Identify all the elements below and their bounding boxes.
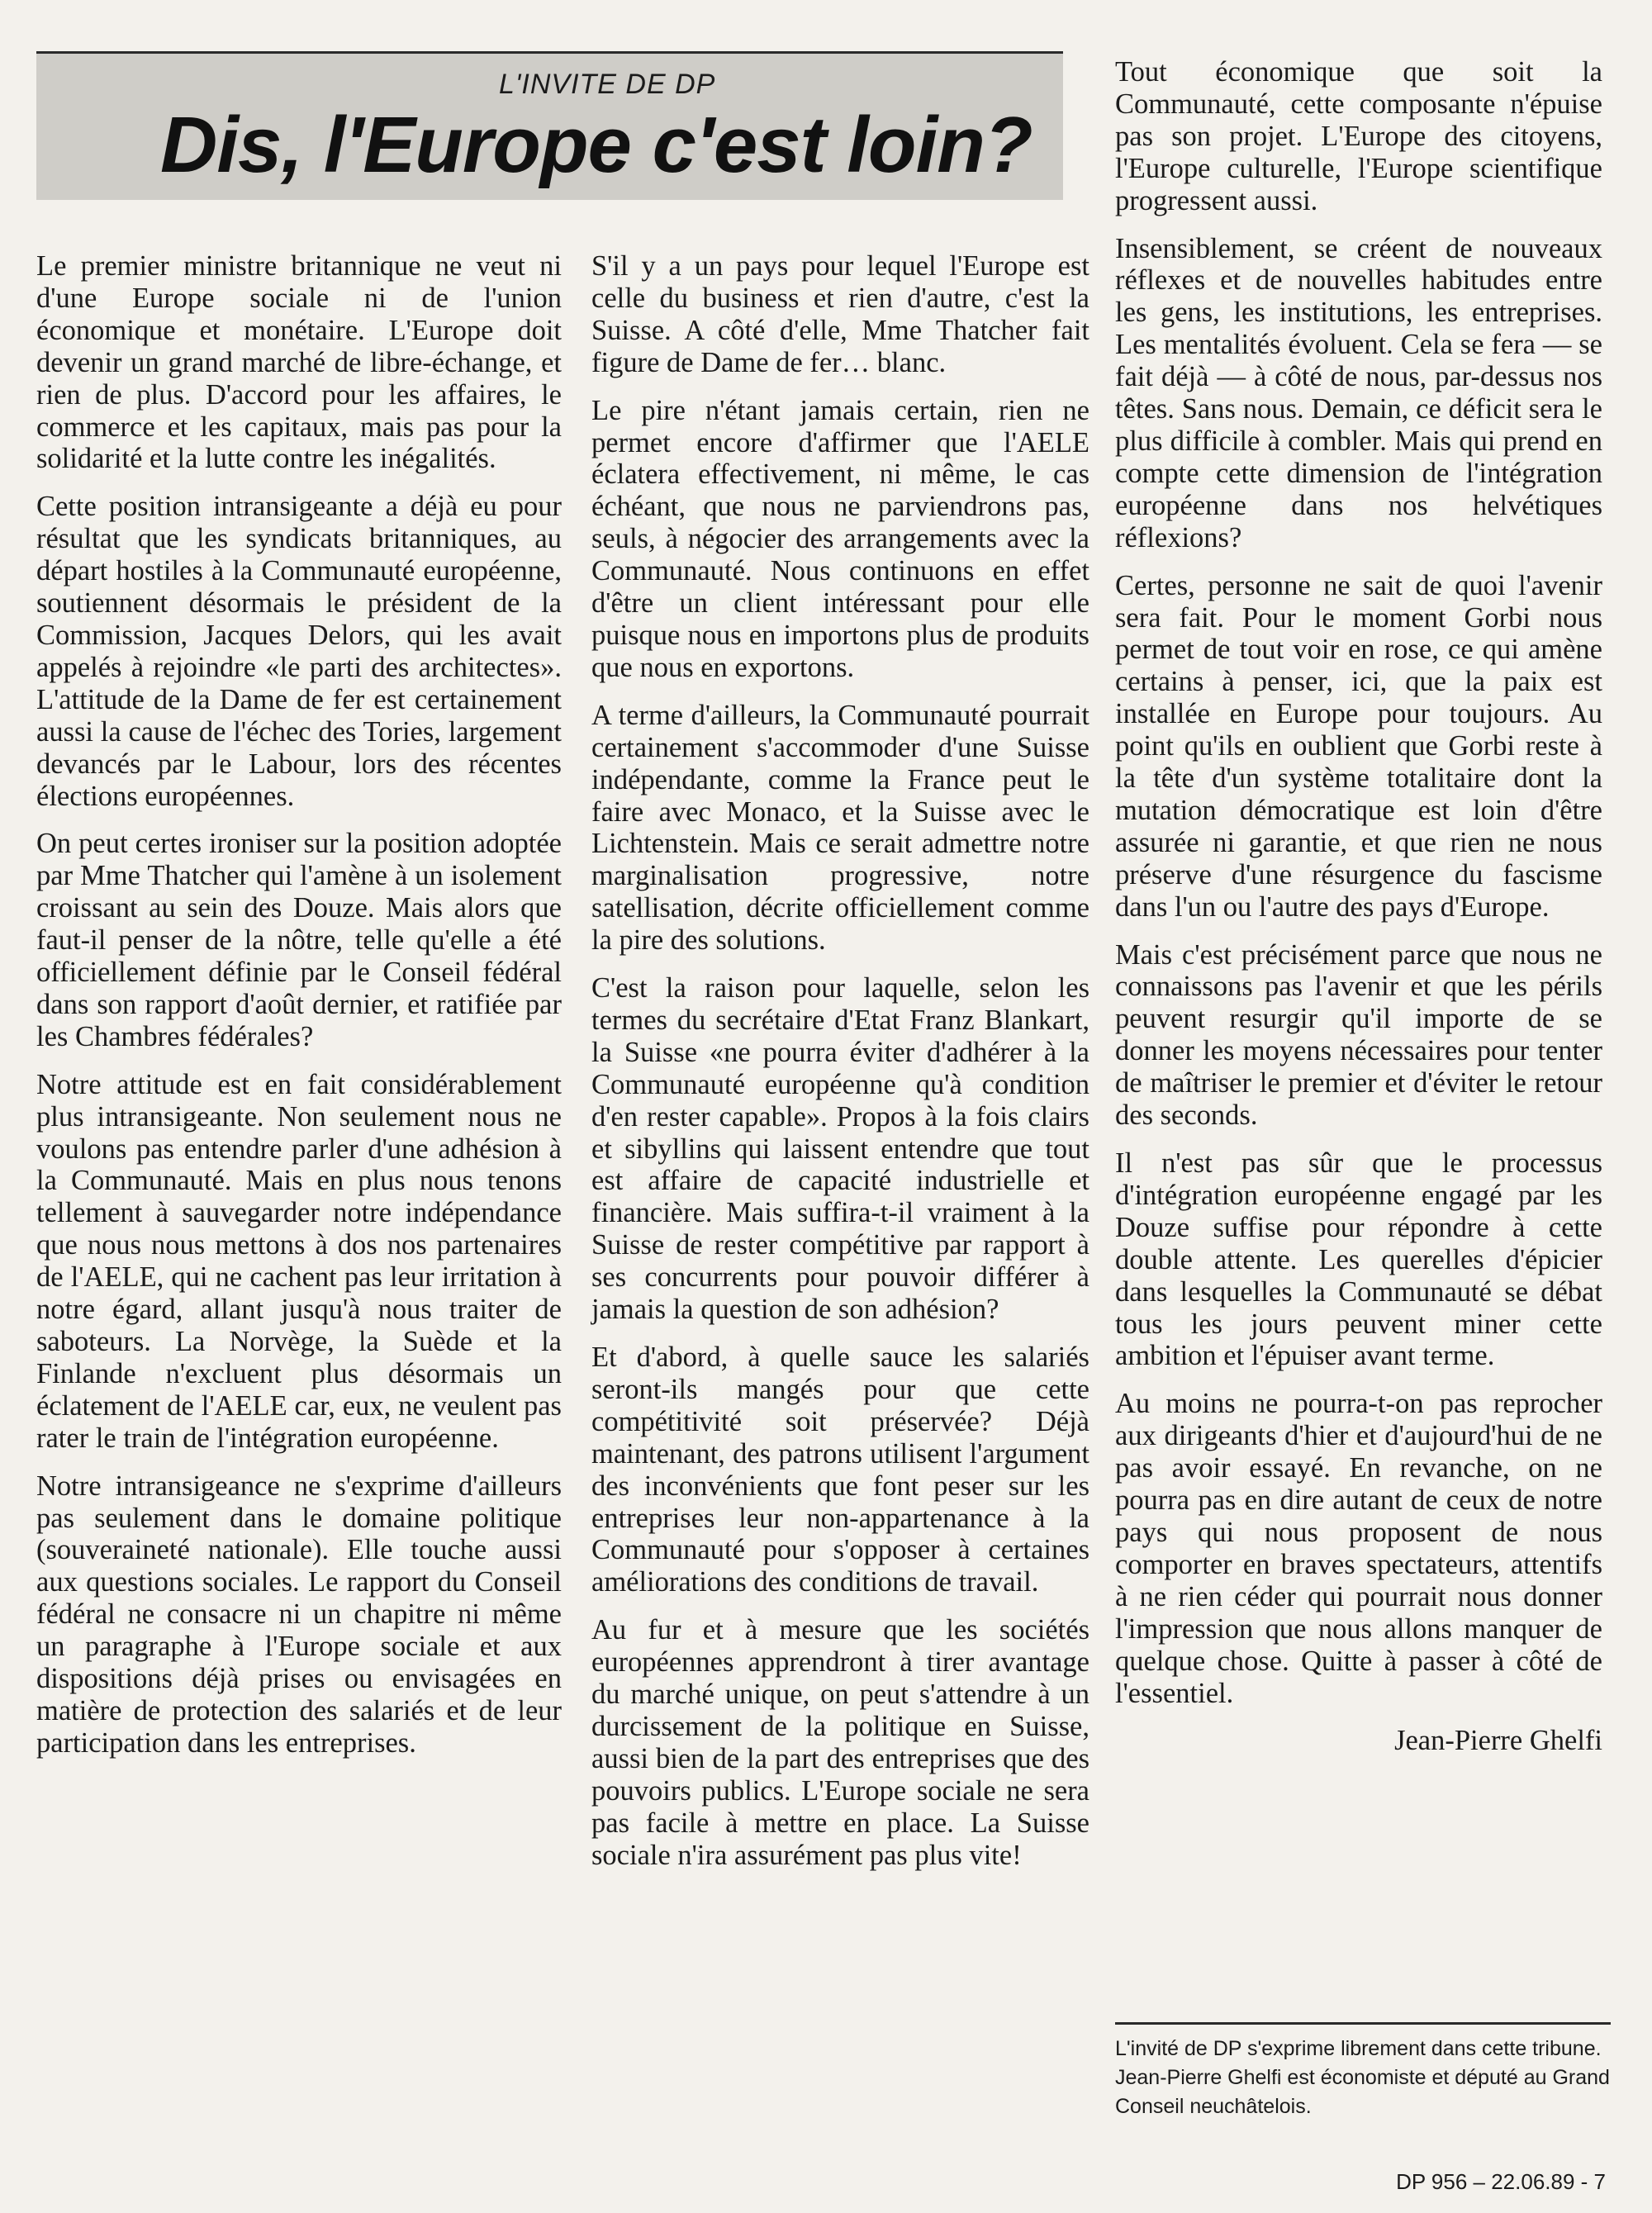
paragraph: Mais c'est précisément parce que nous ne connaissons pas l'avenir et que les périls peuvent resurgir qu'il importe de se donner les moyens nécessaires pour tenter de maîtriser le premier et d'éviter le retour des seconds.	[1115, 938, 1602, 1132]
paragraph: Insensiblement, se créent de nouveaux réflexes et de nouvelles habitudes entre les gens, les institutions, les entreprises. Les mentalités évoluent. Cela se fera — se fait déjà — à côté de nous, par-dessus nos têtes. Sans nous. Demain, ce déficit sera le plus difficile à combler. Mais qui prend en compte cette dimension de l'intégration européenne dans nos helvétiques réflexions?	[1115, 232, 1602, 553]
page-footer: DP 956 – 22.06.89 - 7	[1396, 2169, 1606, 2194]
paragraph: Notre attitude est en fait considérablement plus intransigeante. Non seulement nous ne voulons pas entendre parler d'une adhésion à la Communauté. Mais en plus nous tenons tellement à sauvegarder notre indépendance que nous nous mettons à dos nos partenaires de l'AELE, qui ne cachent pas leur irritation à notre égard, allant jusqu'à nous traiter de saboteurs. La Norvège, la Suède et la Finlande n'excluent plus désormais un éclatement de l'AELE car, eux, ne veulent pas rater le train de l'intégration européenne.	[36, 1068, 562, 1454]
paragraph: Notre intransigeance ne s'exprime d'ailleurs pas seulement dans le domaine politique (souveraineté nationale). Elle touche aussi aux questions sociales. Le rapport du Conseil fédéral ne consacre ni un chapitre ni même un paragraphe à l'Europe sociale et aux dispositions déjà prises ou envisagées en matière de protection des salariés et de leur participation dans les entreprises.	[36, 1470, 562, 1759]
paragraph: On peut certes ironiser sur la position adoptée par Mme Thatcher qui l'amène à un isolement croissant au sein des Douze. Mais alors que faut-il penser de la nôtre, telle qu'elle a été officiellement définie par le Conseil fédéral dans son rapport d'août dernier, et ratifiée par les Chambres fédérales?	[36, 828, 562, 1052]
author-bio: L'invité de DP s'exprime librement dans cette tribune. Jean-Pierre Ghelfi est économiste et député au Grand Conseil neuchâtelois.	[1115, 2022, 1611, 2121]
paragraph: Le pire n'étant jamais certain, rien ne permet encore d'affirmer que l'AELE éclatera effectivement, ni même, le cas échéant, que nous ne parviendrons pas, seuls, à négocier des arrangements avec la Communauté. Nous continuons en effet d'être un client intéressant pour elle puisque nous en importons plus de produits que nous en exportons.	[591, 394, 1089, 683]
paragraph: Cette position intransigeante a déjà eu pour résultat que les syndicats britanniques, au départ hostiles à la Communauté européenne, soutiennent désormais le président de la Commission, Jacques Delors, qui les avait appelés à rejoindre «le parti des architectes». L'attitude de la Dame de fer est certainement aussi la cause de l'échec des Tories, largement devancés par le Labour, lors des récentes élections européennes.	[36, 491, 562, 812]
title-box	[36, 51, 1063, 200]
article-title: Dis, l'Europe c'est loin?	[160, 101, 1032, 189]
article-column-2	[591, 250, 1089, 1888]
paragraph: C'est la raison pour laquelle, selon les termes du secrétaire d'Etat Franz Blankart, la Suisse «ne pourra éviter d'adhérer à la Communauté européenne qu'à condition d'en rester capable». Propos à la fois clairs et sibyllins qui laissent entendre que tout est affaire de capacité industrielle et financière. Mais suffira-t-il vraiment à la Suisse de rester compétitive par rapport à ses concurrents pour pouvoir différer à jamais la question de son adhésion?	[591, 972, 1089, 1326]
paragraph: Il n'est pas sûr que le processus d'intégration européenne engagé par les Douze suffise pour répondre à cette double attente. Les querelles d'épicier dans lesquelles la Communauté se débat tous les jours peuvent miner cette ambition et l'épuiser avant terme.	[1115, 1147, 1602, 1372]
column-kicker: L'INVITE DE DP	[499, 69, 716, 100]
paragraph: Tout économique que soit la Communauté, cette composante n'épuise pas son projet. L'Europe des citoyens, l'Europe culturelle, l'Europe scientifique progressent aussi.	[1115, 56, 1602, 216]
paragraph: Et d'abord, à quelle sauce les salariés seront-ils mangés pour que cette compétitivité soit préservée? Déjà maintenant, des patrons utilisent l'argument des inconvénients que font peser sur les entreprises leur non-appartenance à la Communauté pour s'opposer à certaines améliorations des conditions de travail.	[591, 1342, 1089, 1598]
paragraph: Certes, personne ne sait de quoi l'avenir sera fait. Pour le moment Gorbi nous permet de tout voir en rose, ce qui amène certains à penser, ici, que la paix est installée en Europe pour toujours. Au point qu'ils en oublient que Gorbi reste à la tête d'un système totalitaire dont la mutation démocratique est loin d'être assurée ni garantie, et que rien ne nous préserve d'une résurgence du fascisme dans l'un ou l'autre des pays d'Europe.	[1115, 569, 1602, 923]
paragraph: Au moins ne pourra-t-on pas reprocher aux dirigeants d'hier et d'aujourd'hui de ne pas avoir essayé. En revanche, on ne pourra pas en dire autant de ceux de notre pays qui nous proposent de nous comporter en braves spectateurs, attentifs à ne rien céder qui pourrait nous donner l'impression que nous allons manquer de quelque chose. Quitte à passer à côté de l'essentiel.	[1115, 1388, 1602, 1709]
author-signature: Jean-Pierre Ghelfi	[1394, 1725, 1602, 1757]
paragraph: A terme d'ailleurs, la Communauté pourrait certainement s'accommoder d'une Suisse indépendante, comme la France peut le faire avec Monaco, et la Suisse avec le Lichtenstein. Mais ce serait admettre notre marginalisation progressive, notre satellisation, décrite officiellement comme la pire des solutions.	[591, 699, 1089, 957]
article-column-1	[36, 250, 562, 1775]
article-column-3	[1115, 56, 1602, 1773]
paragraph: Au fur et à mesure que les sociétés européennes apprendront à tirer avantage du marché unique, on peut s'attendre à un durcissement de la politique en Suisse, aussi bien de la part des entreprises que des pouvoirs publics. L'Europe sociale ne sera pas facile à mettre en place. La Suisse sociale n'ira assurément pas plus vite!	[591, 1614, 1089, 1871]
paragraph: Le premier ministre britannique ne veut ni d'une Europe sociale ni de l'union économique et monétaire. L'Europe doit devenir un grand marché de libre-échange, et rien de plus. D'accord pour les affaires, le commerce et les capitaux, mais pas pour la solidarité et la lutte contre les inégalités.	[36, 250, 562, 475]
paragraph: S'il y a un pays pour lequel l'Europe est celle du business et rien d'autre, c'est la Suisse. A côté d'elle, Mme Thatcher fait figure de Dame de fer… blanc.	[591, 250, 1089, 378]
